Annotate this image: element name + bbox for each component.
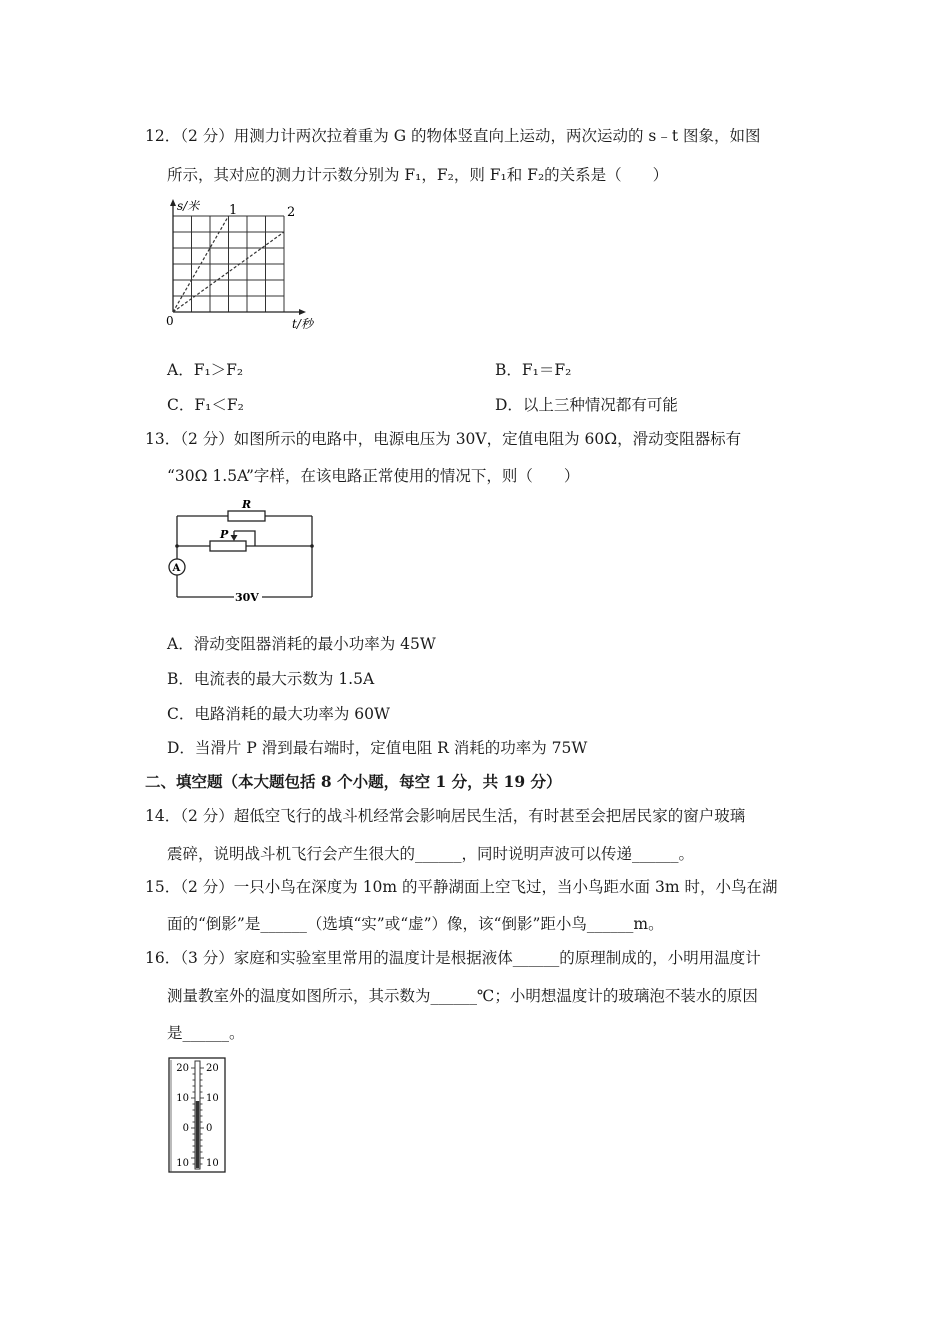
q12-option-d: D．以上三种情况都有可能 xyxy=(495,396,678,414)
circuit-source-label: 30V xyxy=(235,591,259,604)
thermometer-figure xyxy=(166,1055,228,1175)
section-heading: 二、填空题（本大题包括 8 个小题，每空 1 分，共 19 分） xyxy=(145,772,562,791)
thermo-left-label-0: 20 xyxy=(176,1063,189,1074)
ammeter-label: A xyxy=(172,563,181,574)
graph-line2-label: 2 xyxy=(287,205,296,220)
q16-line1: 16．（3 分）家庭和实验室里常用的温度计是根据液体______的原理制成的，小明用温度计 xyxy=(145,949,761,967)
thermo-right-label-2: 0 xyxy=(206,1123,213,1134)
st-graph xyxy=(160,195,320,335)
thermo-left-label-1: 10 xyxy=(176,1093,189,1104)
q14-line2: 震碎，说明战斗机飞行会产生很大的______，同时说明声波可以传递______。 xyxy=(167,845,695,863)
q13-option-a: A．滑动变阻器消耗的最小功率为 45W xyxy=(167,635,436,653)
graph-line1-label: 1 xyxy=(229,203,238,218)
q13-line2: “30Ω 1.5A”字样，在该电路正常使用的情况下，则（ ） xyxy=(167,467,580,485)
q16-line2: 测量教室外的温度如图所示，其示数为______℃；小明想温度计的玻璃泡不装水的原因 xyxy=(167,987,758,1005)
thermo-right-label-0: 20 xyxy=(206,1063,219,1074)
q13-option-c: C．电路消耗的最大功率为 60W xyxy=(167,705,390,723)
q13-line1: 13．（2 分）如图所示的电路中，电源电压为 30V，定值电阻为 60Ω，滑动变阻器标有 xyxy=(145,430,742,448)
q12-option-b: B．F₁＝F₂ xyxy=(495,361,572,379)
q15-line1: 15．（2 分）一只小鸟在深度为 10m 的平静湖面上空飞过，当小鸟距水面 3m 时，小鸟在湖 xyxy=(145,878,778,896)
q13-option-b: B．电流表的最大示数为 1.5A xyxy=(167,670,375,688)
q12-option-a: A．F₁＞F₂ xyxy=(167,361,244,379)
circuit-slider-label: P xyxy=(220,528,229,541)
thermo-right-label-3: 10 xyxy=(206,1158,219,1169)
q12-option-c: C．F₁＜F₂ xyxy=(167,396,244,414)
q13-option-d: D．当滑片 P 滑到最右端时，定值电阻 R 消耗的功率为 75W xyxy=(167,739,588,757)
graph-y-label: s/米 xyxy=(177,199,200,213)
circuit-resistor-label: R xyxy=(242,498,252,511)
q16-line3: 是______。 xyxy=(167,1024,245,1042)
q12-line1: 12．（2 分）用测力计两次拉着重为 G 的物体竖直向上运动，两次运动的 s﹣t 图象，如图 xyxy=(145,127,761,145)
thermo-right-label-1: 10 xyxy=(206,1093,219,1104)
circuit-diagram xyxy=(162,495,322,605)
q14-line1: 14．（2 分）超低空飞行的战斗机经常会影响居民生活，有时甚至会把居民家的窗户玻璃 xyxy=(145,807,746,825)
graph-x-label: t/秒 xyxy=(292,317,313,331)
q15-line2: 面的“倒影”是______（选填“实”或“虚”）像，该“倒影”距小鸟______m。 xyxy=(167,915,664,933)
thermo-left-label-3: 10 xyxy=(176,1158,189,1169)
thermo-left-label-2: 0 xyxy=(182,1123,189,1134)
q12-line2: 所示，其对应的测力计示数分别为 F₁，F₂，则 F₁和 F₂的关系是（ ） xyxy=(167,166,669,184)
graph-origin-label: 0 xyxy=(166,314,174,328)
